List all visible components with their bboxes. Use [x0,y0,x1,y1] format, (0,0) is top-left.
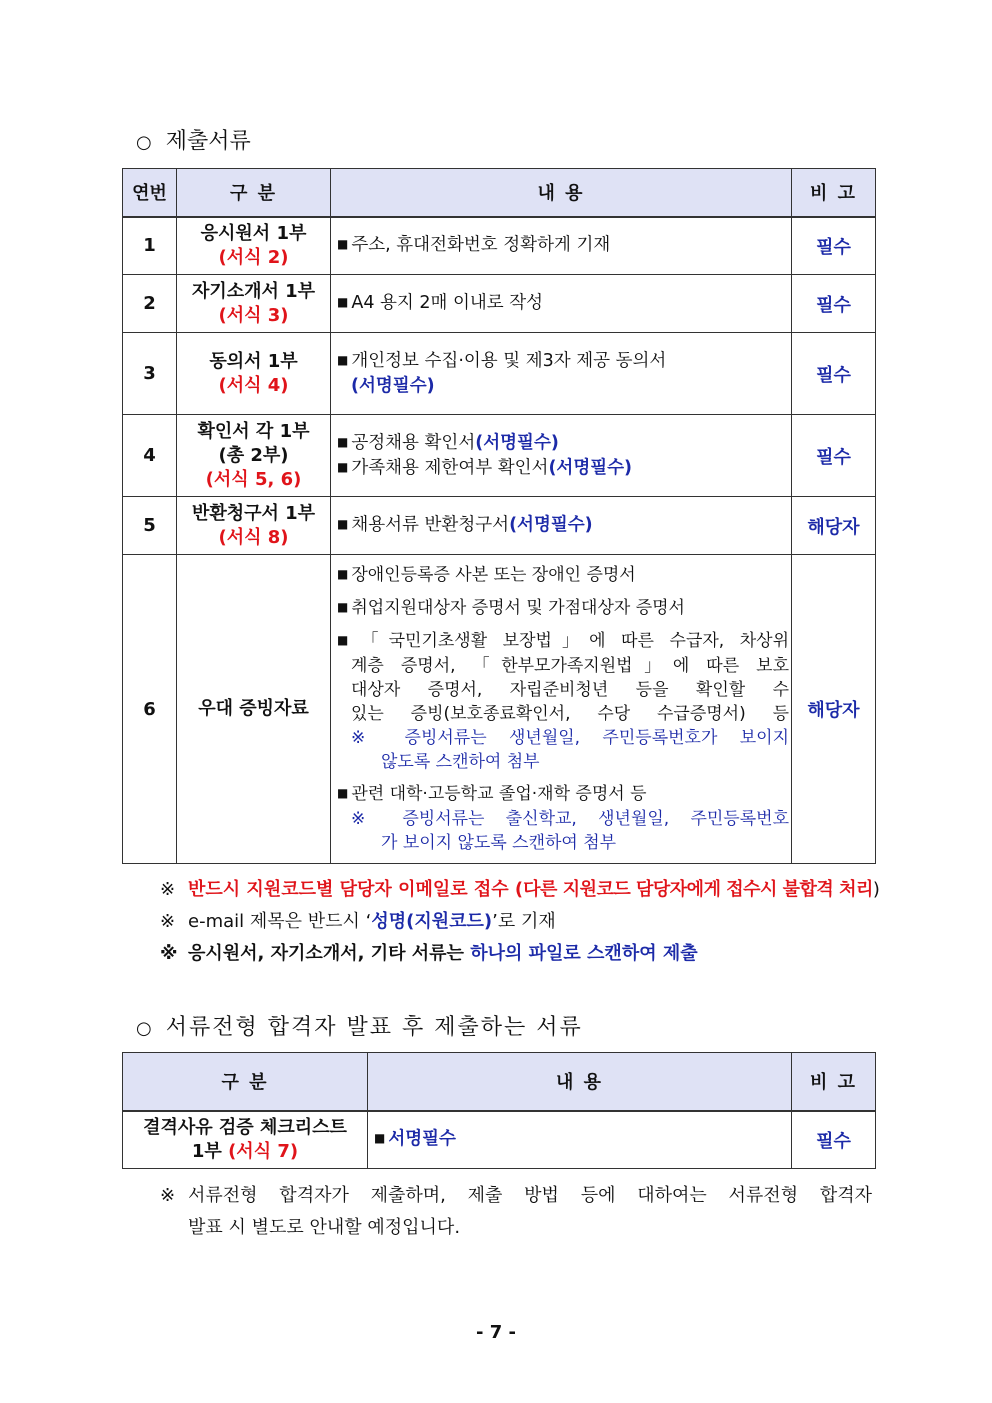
section1-heading [136,124,251,155]
row-number: 4 [123,415,177,497]
row-content: ■ 개인정보 수집·이용 및 제3자 제공 동의서 (서명필수) [331,333,792,415]
section2-title: 서류전형 합격자 발표 후 제출하는 서류 [165,1015,583,1040]
square-bullet-icon: ■ [337,600,349,614]
square-bullet-icon: ■ [337,353,349,367]
header-content: 내 용 [331,169,792,217]
header-no: 연번 [123,169,177,217]
row-content: ■ A4 용지 2매 이내로 작성 [331,275,792,333]
row-number: 3 [123,333,177,415]
row-category: 응시원서 1부 (서식 2) [177,217,331,275]
note-email-receipt: ※ 반드시 지원코드별 담당자 이메일로 접수 (다른 지원코드 담당자에게 접수시 불합격 처리) [160,879,880,900]
row-content: ■ 주소, 휴대전화번호 정확하게 기재 [331,217,792,275]
row-remark: 필수 [792,1111,876,1169]
row-number: 2 [123,275,177,333]
table-header-row [123,169,876,217]
square-bullet-icon: ■ [337,567,349,581]
row-category: 결격사유 검증 체크리스트 1부 (서식 7) [123,1111,368,1169]
table-row [123,497,876,555]
documents-table [122,168,876,864]
square-bullet-icon: ■ [374,1131,386,1146]
row-remark: 필수 [792,275,876,333]
row-category: 자기소개서 1부 (서식 3) [177,275,331,333]
square-bullet-icon: ■ [337,517,349,531]
table-row [123,333,876,415]
row-remark: 해당자 [792,555,876,864]
table-row [123,275,876,333]
row-content: ■ 공정채용 확인서(서명필수) ■ 가족채용 제한여부 확인서(서명필수) [331,415,792,497]
square-bullet-icon: ■ [337,786,349,800]
row-remark: 필수 [792,415,876,497]
row-number: 5 [123,497,177,555]
circle-bullet-icon: ○ [136,1018,152,1039]
square-bullet-icon: ■ [337,459,349,474]
section2-note: ※ 서류전형 합격자가 제출하며, 제출 방법 등에 대하여는 서류전형 합격자 발표 시 별도로 안내할 예정입니다. [160,1185,872,1238]
row-number: 1 [123,217,177,275]
table-row [123,1111,876,1169]
table-row [123,415,876,497]
header-category: 구 분 [177,169,331,217]
square-bullet-icon: ■ [337,295,349,309]
section2-heading [136,1010,583,1041]
row-content: ■ 서명필수 [368,1111,792,1169]
page-number: - 7 - [476,1322,516,1343]
header-remark: 비 고 [792,169,876,217]
row-category: 확인서 각 1부 (총 2부) (서식 5, 6) [177,415,331,497]
header-remark: 비 고 [792,1053,876,1111]
square-bullet-icon: ■ [337,237,349,252]
table-header-row [123,1053,876,1111]
row-content: ■ 채용서류 반환청구서(서명필수) [331,497,792,555]
circle-bullet-icon: ○ [136,132,152,153]
post-pass-documents-table [122,1052,876,1169]
section1-title: 제출서류 [165,129,251,154]
square-bullet-icon: ■ [337,434,349,449]
row-remark: 필수 [792,333,876,415]
row-number: 6 [123,555,177,864]
note-single-file: ※ 응시원서, 자기소개서, 기타 서류는 하나의 파일로 스캔하여 제출 [160,943,698,964]
table-row [123,217,876,275]
row-category: 동의서 1부 (서식 4) [177,333,331,415]
header-category: 구 분 [123,1053,368,1111]
row-remark: 필수 [792,217,876,275]
table-row [123,555,876,864]
section1-notes [160,874,880,970]
row-content: ■ 장애인등록증 사본 또는 장애인 증명서 ■ 취업지원대상자 증명서 및 가점대상자 증명서 ■ 「국민기초생활 보장법」에 따른 수급자, 차상위 계층 증명서, 「한부모가족지원법」에 따른 보호 대상자 증명서, 자립준비청년 등을 확인할 수 있는 증빙(보호종료확인서, 수당 수급증명서) 등 ※ 증빙서류는 생년월일, 주민등록번호가 보이지 않도록 스캔하여 첨부 ■ 관련 대학·고등학교 졸업·재학 증명서 등 ※ 증빙서류는 출신학교, 생년월일, 주민등록번호 가 보이지 않도록 스캔하여 첨부 [331,555,792,864]
note-email-subject: ※ e-mail 제목은 반드시 ‘성명(지원코드)’로 기재 [160,911,556,932]
row-remark: 해당자 [792,497,876,555]
row-category: 우대 증빙자료 [177,555,331,864]
square-bullet-icon: ■ [337,633,359,647]
row-category: 반환청구서 1부 (서식 8) [177,497,331,555]
header-content: 내 용 [368,1053,792,1111]
